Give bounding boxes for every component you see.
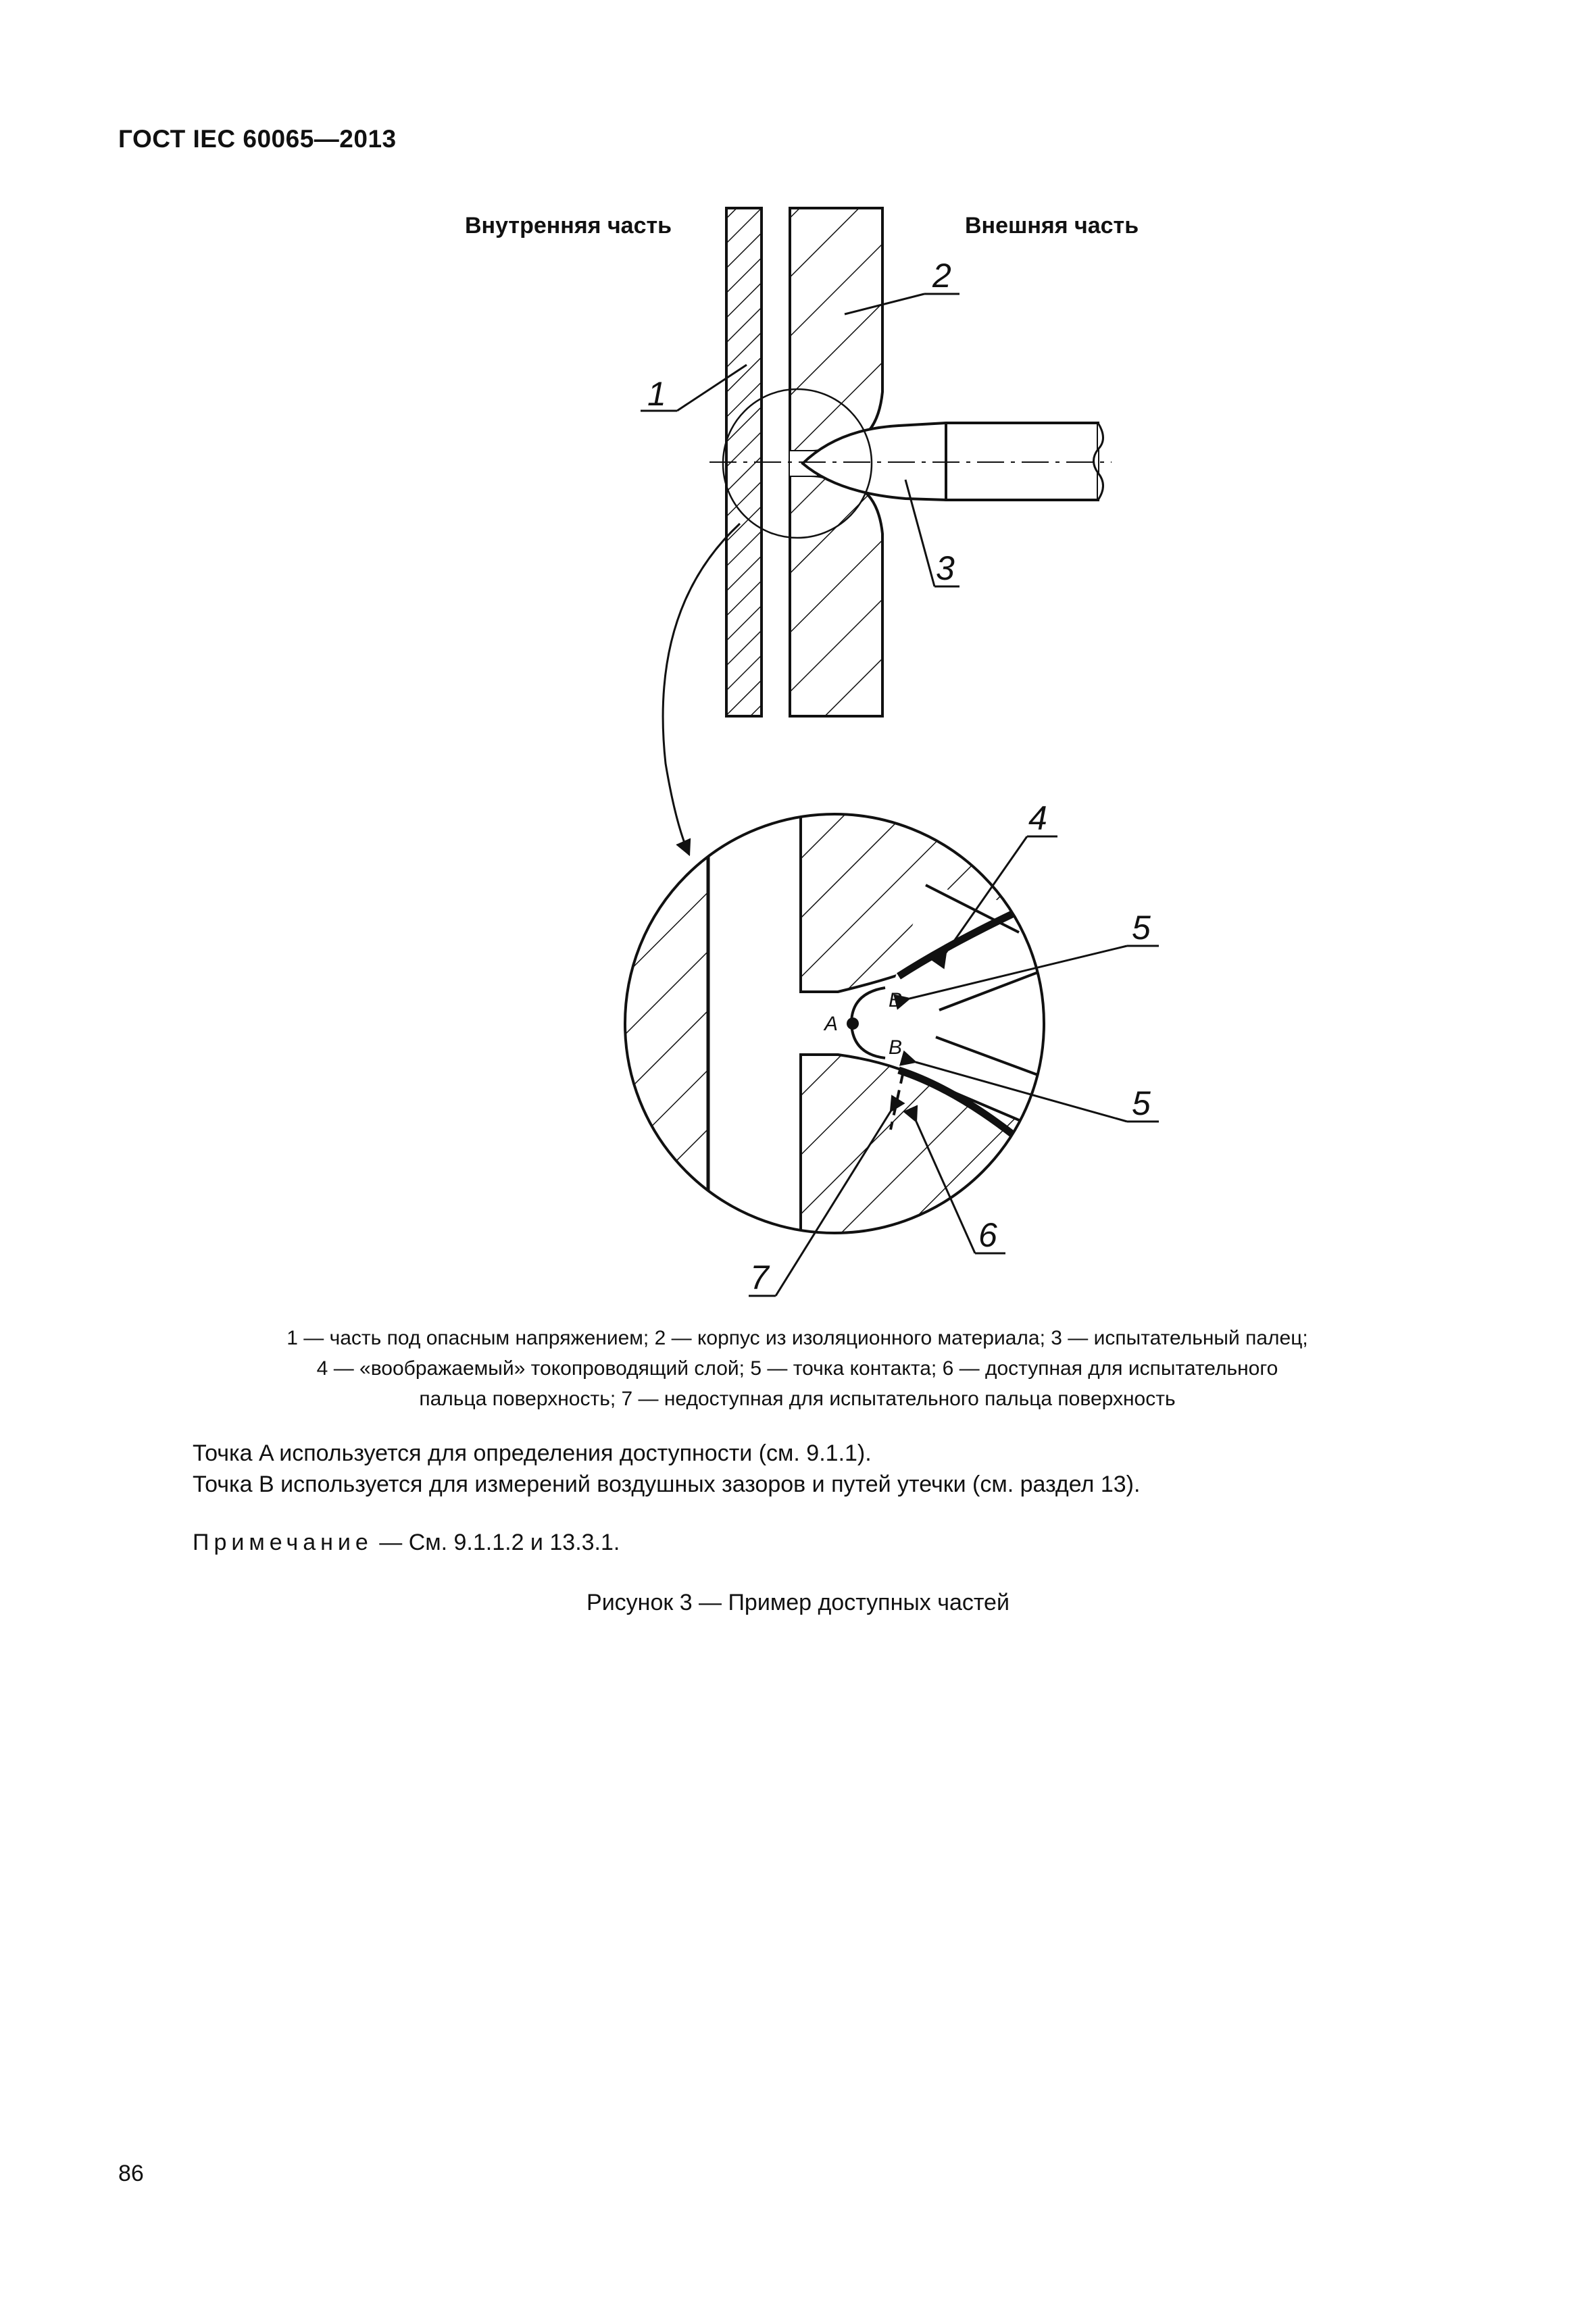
inner-part-label: Внутренняя часть <box>465 213 672 238</box>
enclosure-lower <box>790 476 882 716</box>
point-b-top-label: B <box>889 989 903 1011</box>
figure-legend <box>176 1323 1419 1414</box>
outer-part-label: Внешняя часть <box>965 213 1139 238</box>
detail-live-part <box>608 797 708 1257</box>
legend-line-2: 4 — «воображаемый» токопроводящий слой; 5 — точка контакта; 6 — доступная для испытательного <box>316 1357 1278 1380</box>
point-b-bottom-label: B <box>889 1036 903 1059</box>
callout-4: 4 <box>1028 799 1047 837</box>
note-label: Примечание <box>193 1530 373 1555</box>
legend-line-3: пальца поверхность; 7 — недоступная для испытательного пальца поверхность <box>419 1388 1176 1410</box>
callout-5-upper: 5 <box>1132 909 1151 947</box>
callout-3: 3 <box>936 549 955 587</box>
point-a-label: A <box>824 1013 839 1035</box>
callout-1: 1 <box>647 375 666 413</box>
point-a <box>847 1017 859 1030</box>
callout-7: 7 <box>750 1259 769 1297</box>
point-a-text: Точка A используется для определения доступности (см. 9.1.1). <box>193 1440 872 1466</box>
note <box>193 1530 620 1556</box>
enclosure-upper <box>790 208 882 451</box>
figure-caption: Рисунок 3 — Пример доступных частей <box>587 1590 1009 1615</box>
point-b-text: Точка B используется для измерений воздушных зазоров и путей утечки (см. раздел 13). <box>193 1472 1141 1497</box>
page-number: 86 <box>118 2161 144 2186</box>
document-header: ГОСТ IEC 60065—2013 <box>118 125 397 153</box>
legend-line-1: 1 — часть под опасным напряжением; 2 — корпус из изоляционного материала; 3 — испытательный палец; <box>286 1327 1308 1349</box>
callout-5-lower: 5 <box>1132 1084 1151 1122</box>
note-text: — См. 9.1.1.2 и 13.3.1. <box>372 1530 620 1555</box>
callout-6: 6 <box>978 1216 997 1254</box>
callout-2: 2 <box>932 257 951 295</box>
